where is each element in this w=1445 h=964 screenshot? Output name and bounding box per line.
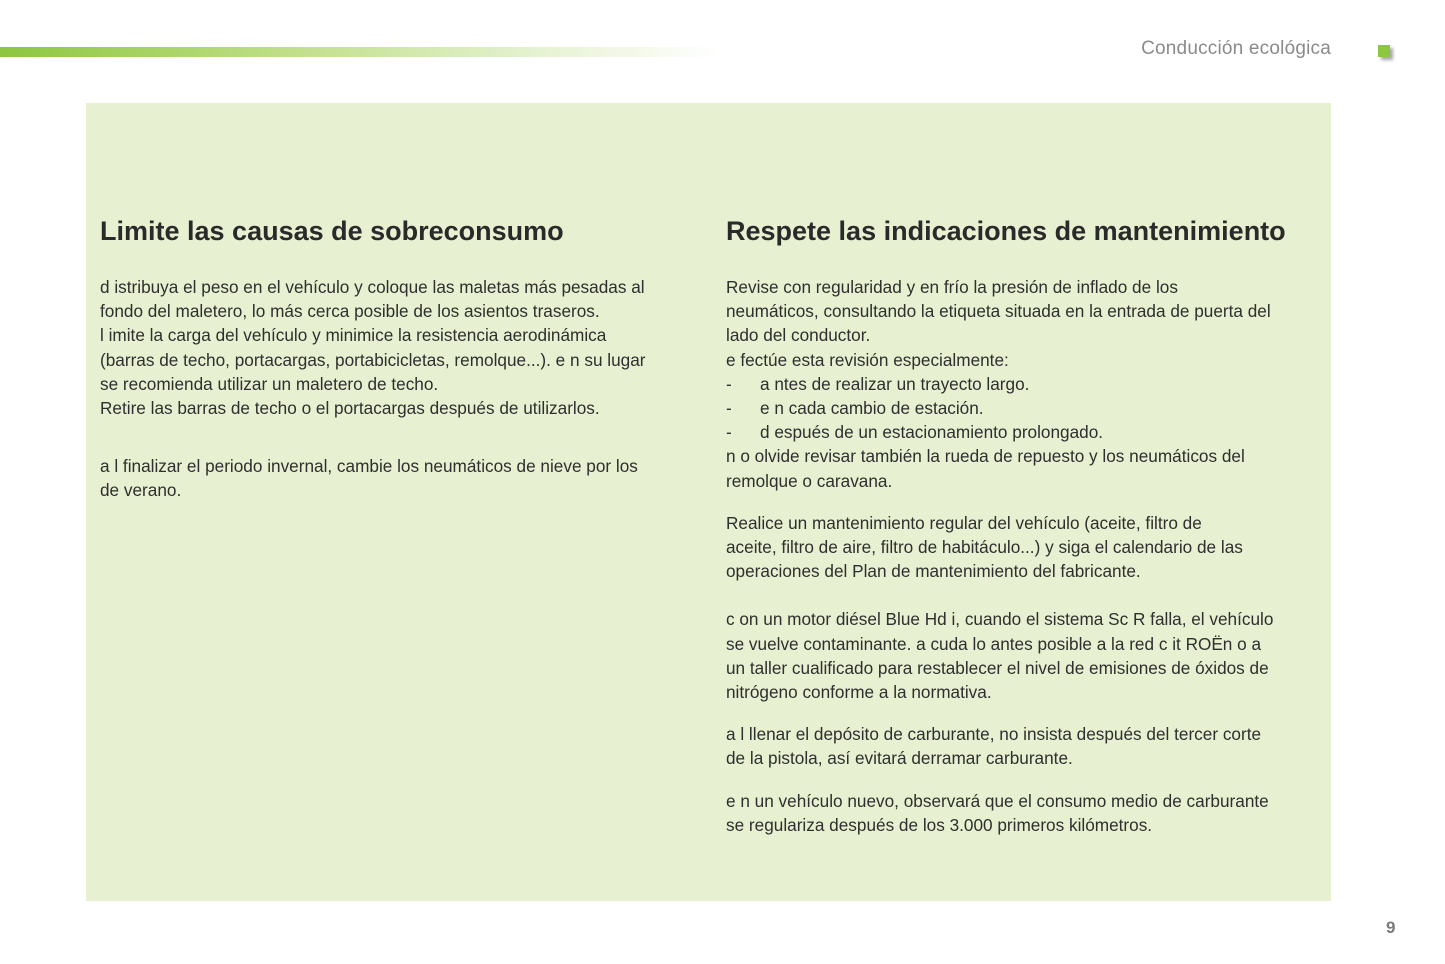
page-number: 9 xyxy=(1386,918,1396,937)
text-line: de verano. xyxy=(100,480,182,501)
text-line: Realice un mantenimiento regular del vehículo (aceite, filtro de xyxy=(726,512,1202,533)
section-title: Conducción ecológica xyxy=(1141,38,1331,59)
refuel-paragraph xyxy=(726,722,1326,770)
bullet-text: a ntes de realizar un trayecto largo. xyxy=(760,373,1030,394)
text-line: de la pistola, así evitará derramar carburante. xyxy=(726,748,1073,769)
left-paragraph-1 xyxy=(100,275,700,420)
left-heading: Limite las causas de sobreconsumo xyxy=(100,216,564,246)
bullet-item xyxy=(726,372,1326,396)
text-line: a l finalizar el periodo invernal, cambie los neumáticos de nieve por los xyxy=(100,456,638,477)
right-column xyxy=(726,215,1326,837)
text-line: aceite, filtro de aire, filtro de habitáculo...) y siga el calendario de las xyxy=(726,537,1243,558)
left-column xyxy=(100,215,700,503)
maintenance-paragraph xyxy=(726,511,1326,584)
bullet-dash: - xyxy=(726,422,732,443)
bullet-dash: - xyxy=(726,398,732,419)
text-line: operaciones del Plan de mantenimiento del fabricante. xyxy=(726,561,1141,582)
text-line: un taller cualificado para restablecer el nivel de emisiones de óxidos de xyxy=(726,657,1269,678)
text-line: e n un vehículo nuevo, observará que el consumo medio de carburante xyxy=(726,790,1269,811)
right-heading: Respete las indicaciones de mantenimiento xyxy=(726,216,1286,246)
text-line: se recomienda utilizar un maletero de techo. xyxy=(100,373,439,394)
text-line: e fectúe esta revisión especialmente: xyxy=(726,349,1009,370)
text-line: se vuelve contaminante. a cuda lo antes posible a la red c it ROËn o a xyxy=(726,633,1262,654)
text-line: Revise con regularidad y en frío la presión de inflado de los xyxy=(726,277,1178,297)
text-line: fondo del maletero, lo más cerca posible de los asientos traseros. xyxy=(100,301,600,322)
text-line: lado del conductor. xyxy=(726,325,871,346)
text-line: l imite la carga del vehículo y minimice la resistencia aerodinámica xyxy=(100,325,607,346)
spare-tire-paragraph xyxy=(726,444,1326,492)
text-line: se regulariza después de los 3.000 primeros kilómetros. xyxy=(726,814,1153,835)
text-line: n o olvide revisar también la rueda de repuesto y los neumáticos del xyxy=(726,446,1245,467)
text-line: neumáticos, consultando la etiqueta situada en la entrada de puerta del xyxy=(726,301,1271,322)
section-marker-square xyxy=(1378,45,1390,57)
bullet-text: d espués de un estacionamiento prolongado. xyxy=(760,422,1104,443)
text-line: a l llenar el depósito de carburante, no insista después del tercer corte xyxy=(726,724,1262,745)
text-line: c on un motor diésel Blue Hd i, cuando el sistema Sc R falla, el vehículo xyxy=(726,609,1274,630)
tire-pressure-paragraph xyxy=(726,275,1326,372)
text-line: remolque o caravana. xyxy=(726,470,893,491)
header-accent-bar xyxy=(0,47,720,57)
left-paragraph-2 xyxy=(100,454,700,502)
text-line: nitrógeno conforme a la normativa. xyxy=(726,682,992,703)
bullet-item xyxy=(726,396,1326,420)
bullet-item xyxy=(726,420,1326,444)
text-line: Retire las barras de techo o el portacargas después de utilizarlos. xyxy=(100,398,600,419)
new-vehicle-paragraph xyxy=(726,789,1326,837)
text-line: (barras de techo, portacargas, portabicicletas, remolque...). e n su lugar xyxy=(100,349,646,370)
text-line: d istribuya el peso en el vehículo y coloque las maletas más pesadas al xyxy=(100,277,645,297)
bullet-text: e n cada cambio de estación. xyxy=(760,398,984,419)
content-panel xyxy=(86,103,1331,901)
diesel-scr-paragraph xyxy=(726,607,1326,704)
bullet-dash: - xyxy=(726,373,732,394)
